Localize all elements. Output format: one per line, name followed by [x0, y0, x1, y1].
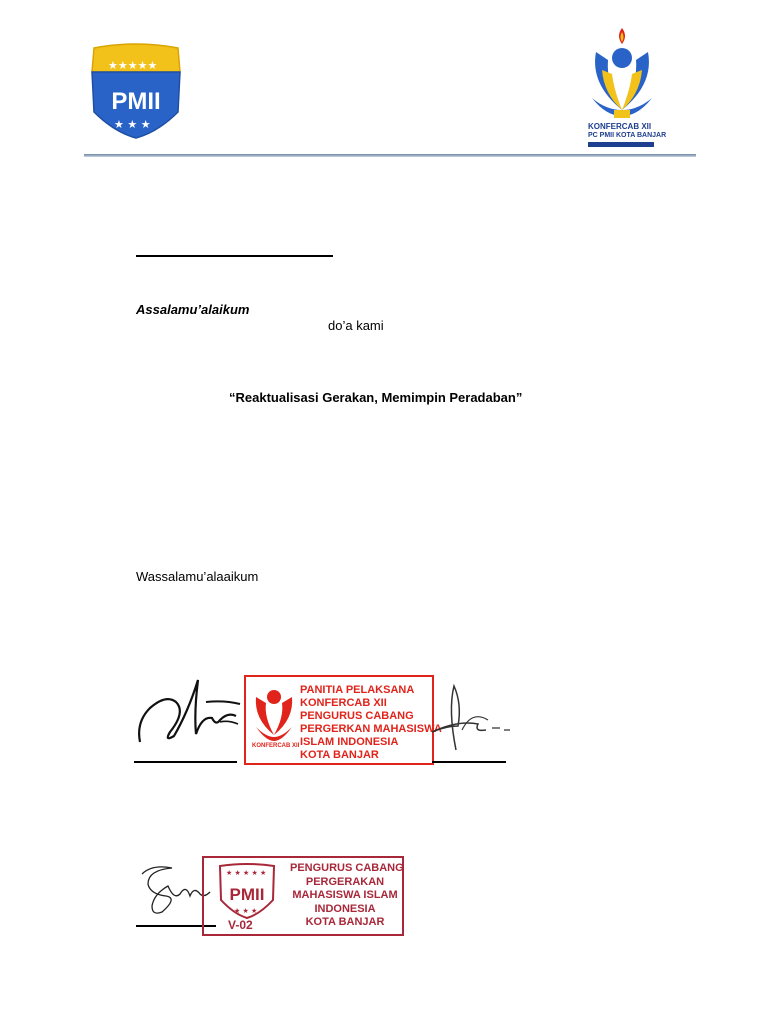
branch-stamp-line: KOTA BANJAR	[305, 916, 385, 928]
signature-left-1	[136, 672, 246, 752]
committee-stamp	[244, 675, 442, 765]
committee-stamp-line: ISLAM INDONESIA	[300, 736, 399, 748]
branch-stamp-code: V-02	[228, 918, 253, 932]
signature-line-2	[432, 761, 506, 763]
committee-stamp-line: KONFERCAB XII	[300, 697, 387, 709]
header-divider	[84, 154, 696, 157]
branch-stamp-shield	[216, 862, 278, 920]
theme-text: “Reaktualisasi Gerakan, Memimpin Peradaban”	[229, 390, 523, 405]
pmii-logo-text: PMII	[111, 88, 161, 115]
pmii-shield-logo	[88, 42, 184, 140]
branch-stamp-line: MAHASISWA ISLAM	[292, 889, 398, 901]
svg-text:★ ★ ★ ★ ★: ★ ★ ★ ★ ★	[226, 869, 267, 877]
committee-stamp-line: PERGERKAN MAHASISWA	[300, 723, 442, 735]
branch-stamp-line: INDONESIA	[314, 902, 376, 915]
branch-stamp-line: PERGERAKAN	[305, 875, 385, 888]
committee-stamp-line: PANITIA PELAKSANA	[300, 684, 415, 696]
greeting-text: Assalamu’alaikum	[136, 302, 250, 317]
doa-text: do’a kami	[328, 318, 384, 333]
konfercab-logo-subtitle: PC PMII KOTA BANJAR	[588, 132, 667, 139]
recipient-underline	[136, 255, 333, 257]
committee-stamp-line: PENGURUS CABANG	[300, 710, 414, 722]
committee-stamp-logo	[254, 683, 294, 749]
signature-line-1	[134, 761, 237, 763]
svg-text:★ ★ ★: ★ ★ ★	[114, 118, 151, 131]
konfercab-logo-bar	[588, 142, 654, 147]
svg-text:★ ★ ★: ★ ★ ★	[234, 907, 258, 915]
branch-stamp-logo-text: PMII	[229, 885, 265, 904]
committee-stamp-line: KOTA BANJAR	[300, 749, 379, 761]
committee-stamp-mini-text: KONFERCAB XII	[252, 743, 300, 749]
konfercab-logo-title: KONFERCAB XII	[588, 122, 652, 131]
branch-stamp-line: PENGURUS CABANG	[290, 862, 404, 874]
signature-right-1	[428, 680, 514, 754]
branch-stamp	[202, 856, 404, 936]
svg-text:★★★★★: ★★★★★	[108, 59, 158, 72]
konfercab-emblem-logo	[586, 24, 667, 152]
closing-text: Wassalamu’alaaikum	[136, 569, 259, 584]
